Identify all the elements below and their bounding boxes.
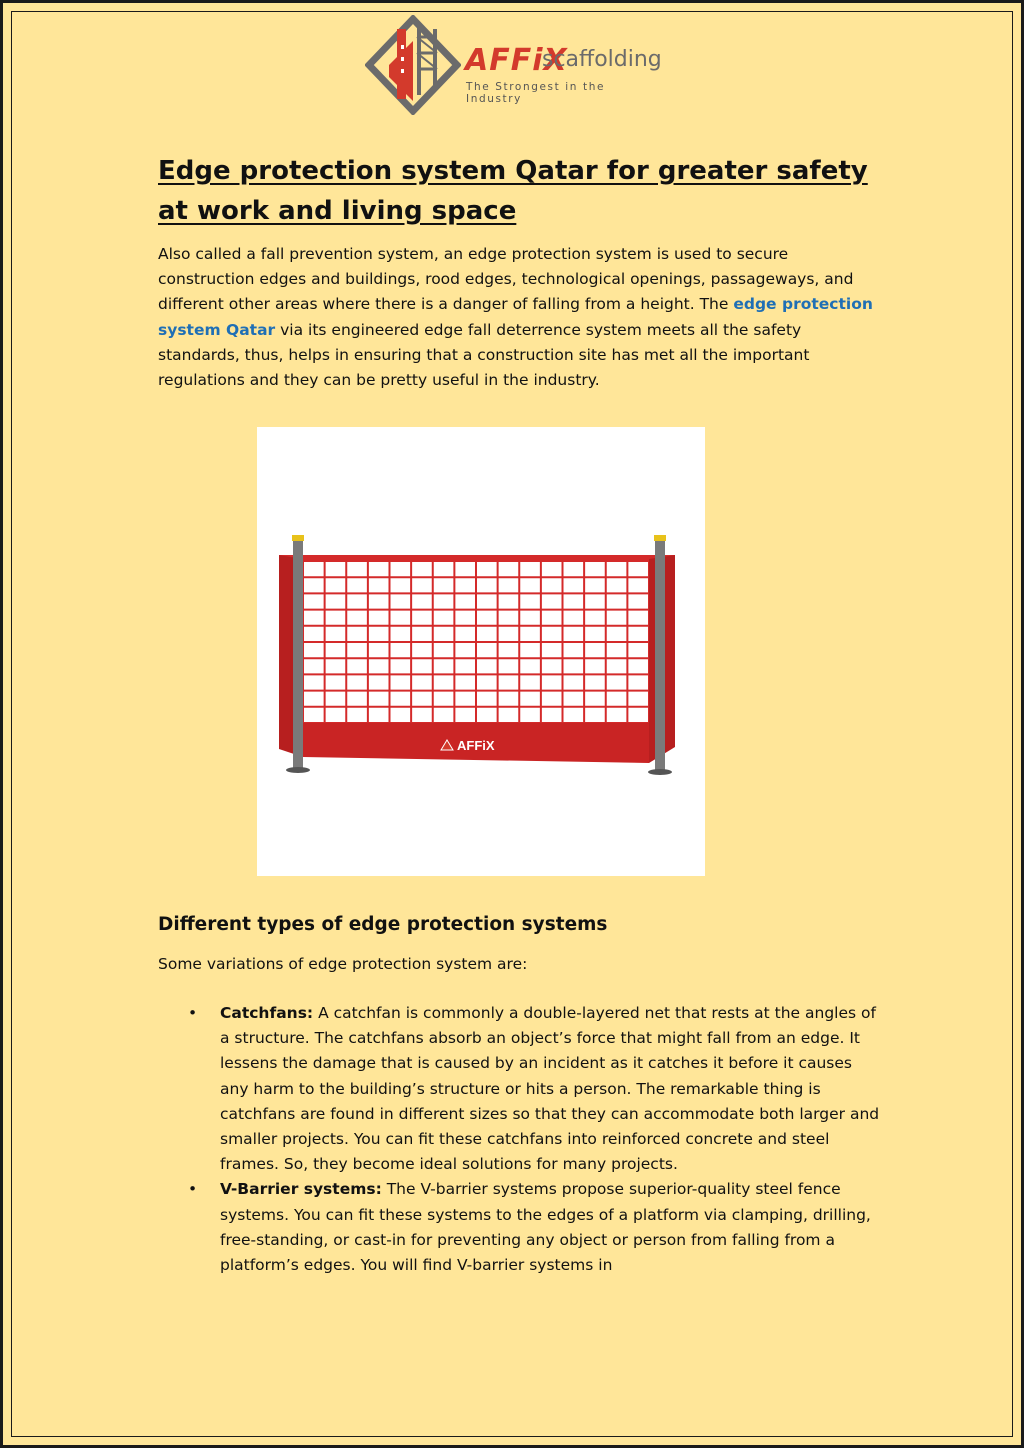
edge-protection-link[interactable]: edge protection system Qatar [158,295,873,339]
edge-protection-types-list [158,1001,883,1278]
logo-brand-name: AFFiX [465,43,568,78]
barrier-top-rail [279,555,675,561]
bullet-icon: • [188,1180,198,1199]
left-post [293,539,303,769]
logo-brand-suffix: scaffolding [542,47,662,72]
company-logo [365,15,665,115]
page-title [158,151,878,231]
left-post-cap [292,535,304,541]
bullet-icon: • [188,1004,198,1022]
list-item [158,1177,883,1278]
barrier-photo [257,427,705,876]
logo-tagline: The Strongest in the Industry [466,81,606,105]
left-post-base [286,767,310,773]
intro-text-before-link: Also called a fall prevention system, an edge protection system is used to secure construction edges and buildings, rood edges, technological openings, passageways, and different other areas where there is a danger of falling from a height. The [158,245,854,314]
list-item-text: A catchfan is commonly a double-layered net that rests at the angles of a structure. The catchfans absorb an object’s force that might fall from an edge. It lessens the damage that is caused by an incident as it catches it before it causes any harm to the building’s structure or hits a person. The remarkable thing is catchfans are found in different sizes so that they can accommodate both larger and smaller projects. You can fit these catchfans into reinforced concrete and steel frames. So, they become ideal solutions for many projects. [220,1004,880,1174]
list-item-term: Catchfans: [220,1004,314,1022]
intro-text-after-link: via its engineered edge fall deterrence system meets all the safety standards, thus, helps in ensuring that a construction site has met all the important regulations and they can be pretty useful in the industry. [158,320,810,390]
logo-mark-icon [365,15,461,115]
intro-paragraph [158,242,883,393]
section-heading: Different types of edge protection systems [158,914,608,935]
barrier-logo-text: AFFiX [457,738,495,753]
list-item [158,1001,883,1177]
list-item-term: V-Barrier systems: [220,1180,382,1199]
section-intro: Some variations of edge protection system are: [158,955,528,973]
list-item-text: The V-barrier systems propose superior-quality steel fence systems. You can fit these systems to the edges of a platform via clamping, drilling, free-standing, or cast-in for preventing any object or person from falling from a platform’s edges. You will find V-barrier systems in [220,1180,871,1275]
right-post-cap [654,535,666,541]
right-post-base [648,769,672,775]
edge-barrier-illustration [257,427,705,876]
right-post [655,539,665,771]
page-title-text: Edge protection system Qatar for greater safety at work and living space [158,156,868,226]
barrier-mesh [303,561,649,723]
